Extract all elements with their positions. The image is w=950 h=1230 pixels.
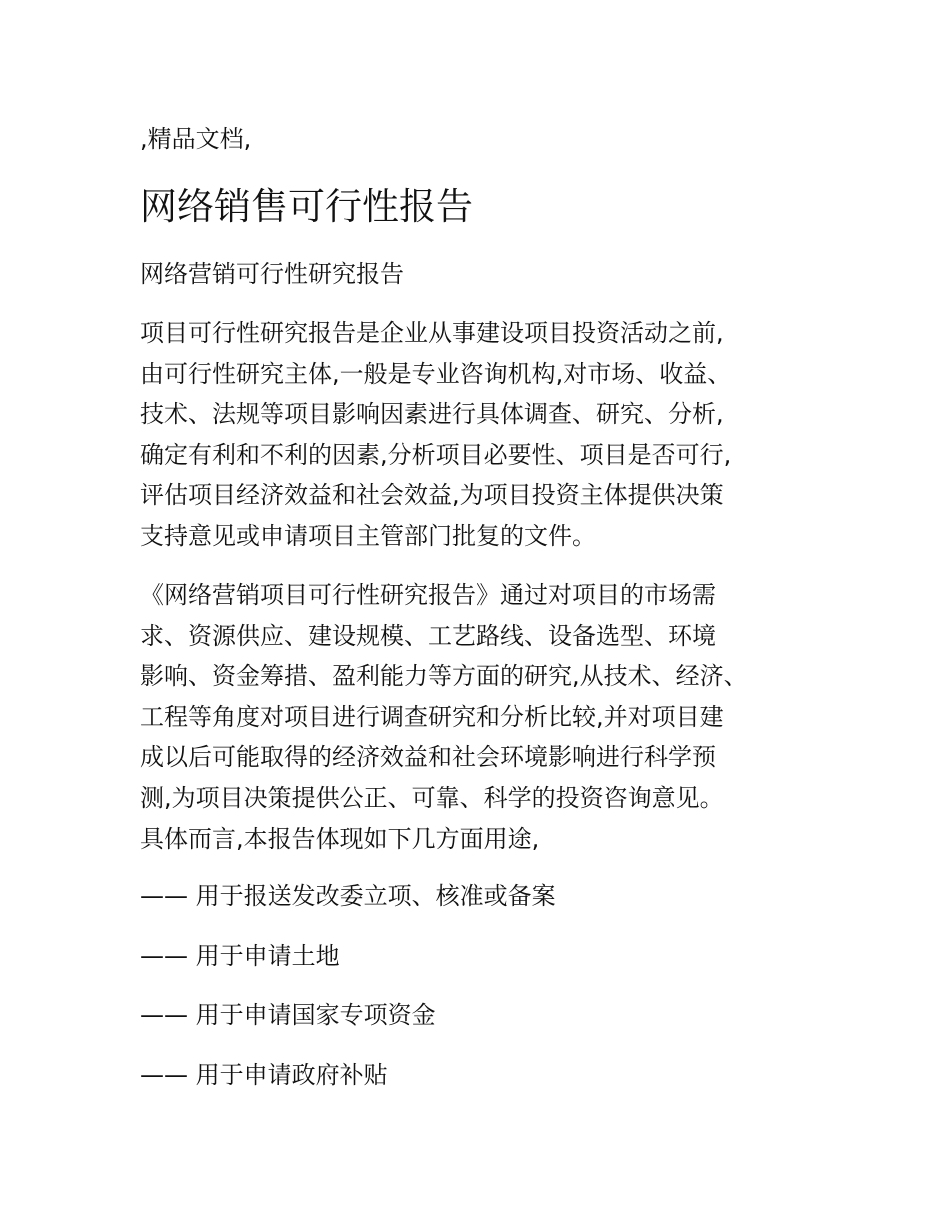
paragraph-line: 评估项目经济效益和社会效益,为项目投资主体提供决策 <box>140 481 724 510</box>
paragraph-line: 求、资源供应、建设规模、工艺路线、设备选型、环境 <box>140 621 716 650</box>
document-title: 网络销售可行性报告 <box>140 185 473 228</box>
header-mark: ,精品文档, <box>140 125 252 153</box>
paragraph-line: 确定有利和不利的因素,分析项目必要性、项目是否可行, <box>140 440 732 469</box>
paragraph-line: 测,为项目决策提供公正、可靠、科学的投资咨询意见。 <box>140 783 724 812</box>
paragraph-line: 工程等角度对项目进行调查研究和分析比较,并对项目建 <box>140 702 724 731</box>
paragraph-line: 《网络营销项目可行性研究报告》通过对项目的市场需 <box>140 581 716 609</box>
paragraph-line: 由可行性研究主体,一般是专业咨询机构,对市场、收益、 <box>140 359 732 388</box>
paragraph-line: 影响、资金筹措、盈利能力等方面的研究,从技术、经济、 <box>140 662 748 691</box>
paragraph-line: 具体而言,本报告体现如下几方面用途, <box>140 824 540 853</box>
paragraph-line: 项目可行性研究报告是企业从事建设项目投资活动之前, <box>140 319 724 347</box>
paragraph-line: 成以后可能取得的经济效益和社会环境影响进行科学预 <box>140 743 716 772</box>
use-list-item: —— 用于申请土地 <box>140 942 340 970</box>
paragraph-line: 支持意见或申请项目主管部门批复的文件。 <box>140 521 596 550</box>
paragraph-line: 技术、法规等项目影响因素进行具体调查、研究、分析, <box>140 400 724 429</box>
use-list-item: —— 用于申请国家专项资金 <box>140 1001 436 1029</box>
intro-paragraph <box>140 313 820 557</box>
use-list-item: —— 用于申请政府补贴 <box>140 1061 388 1089</box>
document-subtitle: 网络营销可行性研究报告 <box>140 260 404 288</box>
report-purpose-paragraph <box>140 575 820 859</box>
use-list-item: —— 用于报送发改委立项、核准或备案 <box>140 882 556 910</box>
